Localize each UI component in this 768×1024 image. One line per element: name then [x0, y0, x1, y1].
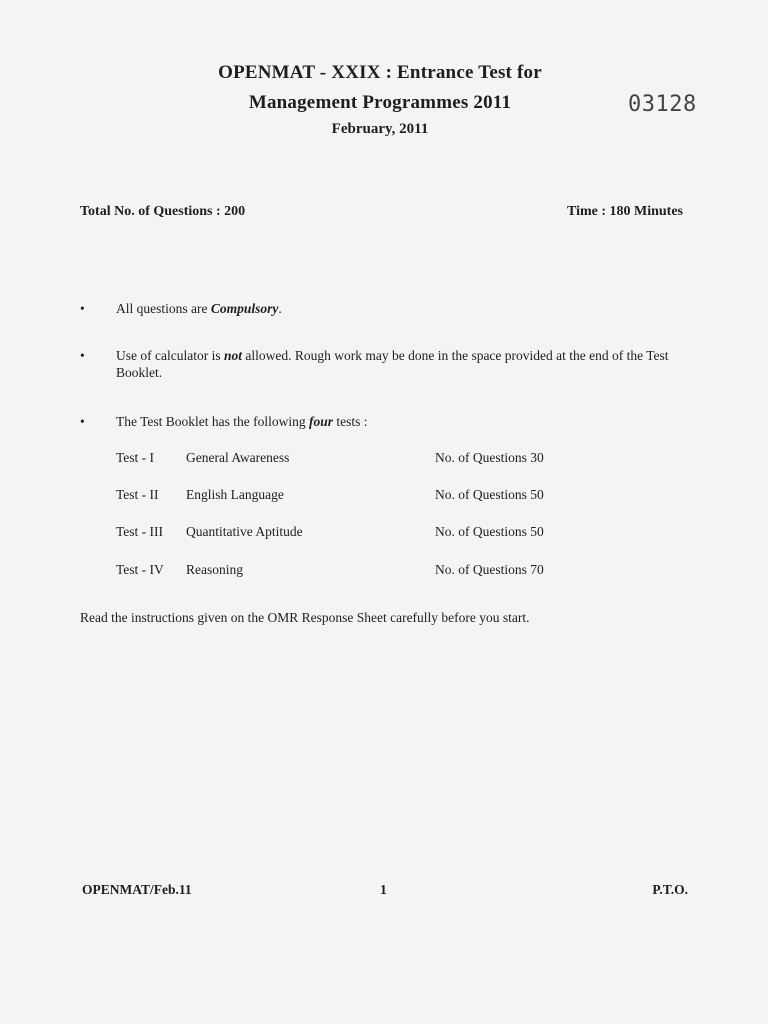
instruction-text-part: Use of calculator is [116, 348, 224, 363]
omr-instruction-note: Read the instructions given on the OMR Response Sheet carefully before you start. [80, 610, 530, 625]
test-name: General Awareness [186, 450, 290, 465]
test-name: English Language [186, 487, 284, 502]
bullet-icon: • [80, 301, 85, 316]
instruction-text-part: . [278, 301, 282, 316]
test-question-count: No. of Questions 30 [435, 450, 544, 465]
instruction-emphasis: Compulsory [210, 301, 279, 316]
test-question-count: No. of Questions 50 [435, 487, 544, 502]
instruction-text [116, 347, 686, 381]
test-question-count: No. of Questions 50 [435, 524, 544, 539]
exam-title-line2: Management Programmes 2011 [248, 92, 512, 113]
test-row [116, 524, 676, 542]
test-row [116, 562, 676, 580]
instruction-text [116, 300, 686, 317]
instruction-text-part: All questions are [116, 301, 211, 316]
instruction-text-part: allowed. Rough work may be done in the space provided at the end of the Test Booklet. [116, 348, 669, 380]
exam-title-line1: OPENMAT - XXIX : Entrance Test for [218, 62, 542, 83]
test-name: Reasoning [186, 562, 243, 577]
test-question-count: No. of Questions 70 [435, 562, 544, 577]
instruction-text-part: tests : [333, 414, 368, 429]
bullet-icon: • [80, 348, 85, 363]
instruction-emphasis: not [223, 348, 242, 363]
test-row [116, 450, 676, 468]
time-allowed: Time : 180 Minutes [566, 204, 683, 219]
total-questions: Total No. of Questions : 200 [80, 204, 246, 219]
test-label: Test - I [116, 450, 155, 465]
please-turn-over: P.T.O. [652, 882, 688, 897]
test-name: Quantitative Aptitude [186, 524, 303, 539]
instruction-emphasis: four [309, 414, 334, 429]
test-row [116, 487, 676, 505]
test-label: Test - III [116, 524, 164, 539]
test-label: Test - II [116, 487, 159, 502]
test-label: Test - IV [116, 562, 164, 577]
instruction-text-part: The Test Booklet has the following [116, 414, 310, 429]
exam-date: February, 2011 [331, 121, 429, 137]
page-number: 1 [380, 882, 387, 897]
serial-number: 03128 [628, 92, 697, 117]
bullet-icon: • [80, 414, 85, 429]
instruction-text [116, 413, 686, 430]
footer-code: OPENMAT/Feb.11 [82, 882, 192, 897]
